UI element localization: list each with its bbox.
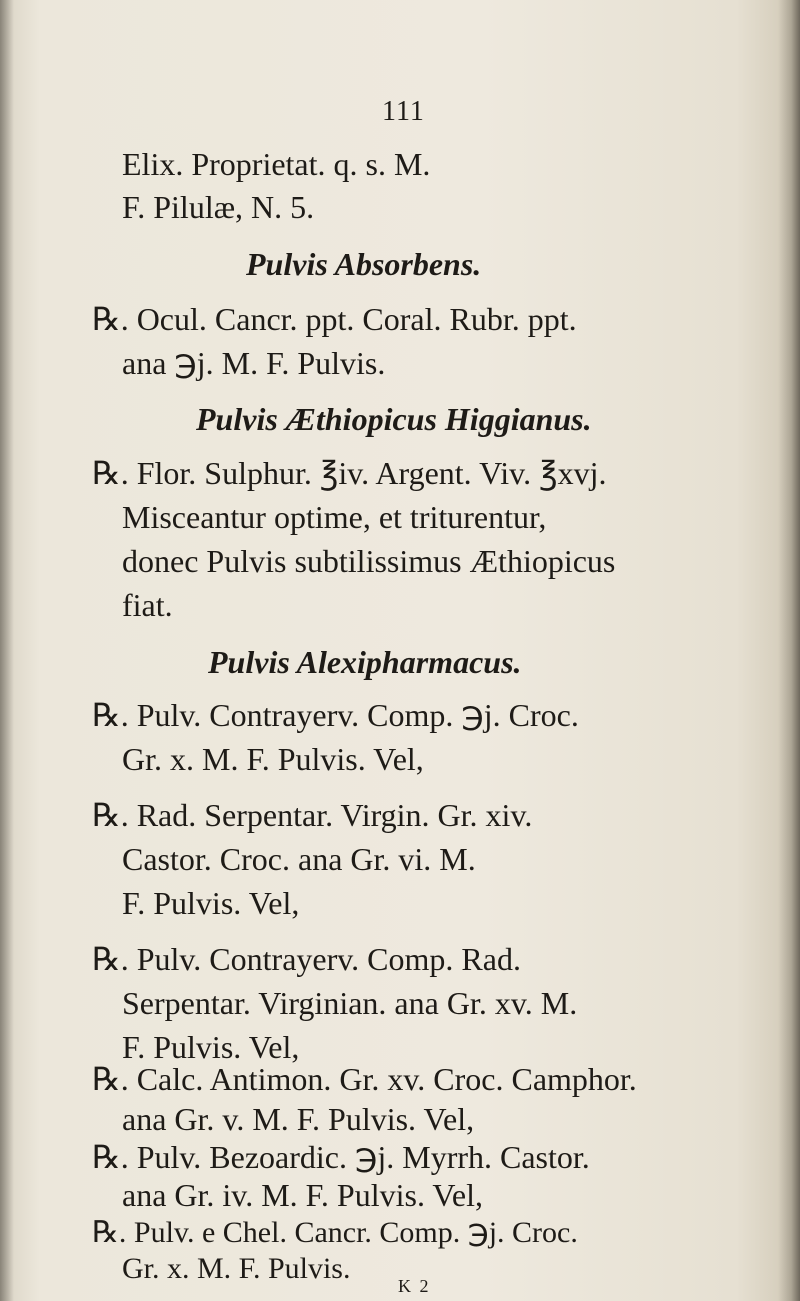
signature-mark: K 2 [398,1276,431,1296]
text-line: F. Pulvis. Vel, [122,885,300,921]
text-line: ℞. Rad. Serpentar. Virgin. Gr. xiv. [92,797,533,833]
text-line: ℞. Flor. Sulphur. ℥iv. Argent. Viv. ℥xvj. [92,455,607,491]
text-line: ℞. Pulv. Bezoardic. ℈j. Myrrh. Castor. [92,1139,590,1175]
text-line: ℞. Pulv. Contrayerv. Comp. Rad. [92,941,521,977]
text-line: fiat. [122,587,173,623]
text-line: Serpentar. Virginian. ana Gr. xv. M. [122,985,578,1021]
text-line: F. Pulvis. Vel, [122,1029,300,1065]
text-line: Gr. x. M. F. Pulvis. [122,1252,351,1285]
text-line: Elix. Proprietat. q. s. M. [122,146,431,182]
text-line: F. Pilulæ, N. 5. [122,189,315,225]
text-line: Gr. x. M. F. Pulvis. Vel, [122,741,424,777]
text-line: ana Gr. iv. M. F. Pulvis. Vel, [122,1177,484,1213]
section-title: Pulvis Æthiopicus Higgianus. [196,401,592,437]
text-line: ℞. Pulv. e Chel. Cancr. Comp. ℈j. Croc. [92,1216,578,1249]
section-title: Pulvis Absorbens. [246,246,482,282]
text-line: donec Pulvis subtilissimus Æthiopicus [122,543,616,579]
text-line: ana Gr. v. M. F. Pulvis. Vel, [122,1101,475,1137]
section-title: Pulvis Alexipharmacus. [208,644,522,680]
text-line: Misceantur optime, et triturentur, [122,499,547,535]
page-number: 111 [382,96,425,127]
text-line: ℞. Pulv. Contrayerv. Comp. ℈j. Croc. [92,697,579,733]
text-line: ℞. Calc. Antimon. Gr. xv. Croc. Camphor. [92,1061,637,1097]
text-line: ℞. Ocul. Cancr. ppt. Coral. Rubr. ppt. [92,301,577,337]
text-line: Castor. Croc. ana Gr. vi. M. [122,841,476,877]
text-line: ana ℈j. M. F. Pulvis. [122,345,386,381]
